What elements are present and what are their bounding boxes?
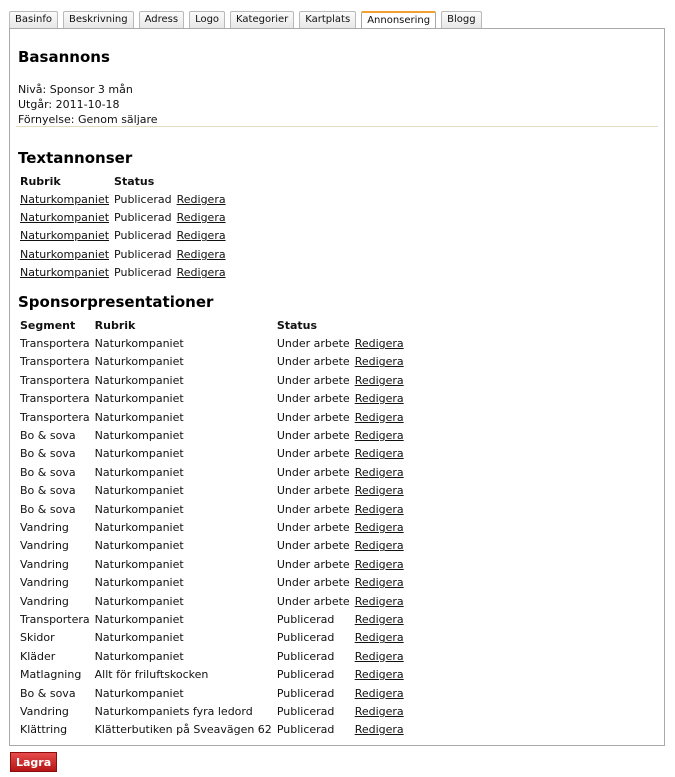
sponsor-status: Under arbete — [276, 337, 350, 351]
content-panel — [9, 28, 665, 746]
sponsor-row — [18, 426, 407, 444]
text-ad-row — [18, 190, 229, 208]
edit-link[interactable]: Redigera — [354, 355, 404, 369]
text-ad-rubrik-link[interactable]: Naturkompaniet — [20, 229, 110, 243]
text-ad-status: Publicerad — [114, 266, 172, 280]
sponsor-row — [18, 702, 407, 720]
sponsor-rubrik: Allt för friluftskocken — [94, 668, 209, 682]
sponsor-status: Under arbete — [276, 557, 350, 571]
text-ad-rubrik-link[interactable]: Naturkompaniet — [20, 192, 110, 206]
renewal-text: Förnyelse: Genom säljare — [18, 113, 158, 126]
sponsor-status: Under arbete — [276, 520, 350, 534]
tab-logo[interactable]: Logo — [189, 11, 225, 28]
sponsor-table — [18, 316, 407, 739]
sponsor-status: Under arbete — [276, 392, 350, 406]
text-ad-row — [18, 245, 229, 263]
edit-link[interactable]: Redigera — [354, 502, 404, 516]
sponsor-rubrik: Naturkompaniet — [94, 539, 184, 553]
save-button[interactable]: Lagra — [10, 752, 57, 772]
base-ad-title: Basannons — [18, 48, 110, 66]
sponsor-row — [18, 371, 407, 389]
sponsor-rubrik: Naturkompaniet — [94, 355, 184, 369]
edit-link[interactable]: Redigera — [354, 337, 404, 351]
text-ads-title: Textannonser — [18, 149, 133, 167]
sponsor-status: Under arbete — [276, 502, 350, 516]
column-header-rubrik: Rubrik — [94, 318, 136, 332]
sponsor-row — [18, 408, 407, 426]
sponsor-status: Publicerad — [276, 631, 335, 645]
edit-link[interactable]: Redigera — [176, 192, 226, 206]
sponsor-status: Under arbete — [276, 484, 350, 498]
sponsor-rubrik: Naturkompaniet — [94, 447, 184, 461]
tab-basinfo[interactable]: Basinfo — [9, 11, 58, 28]
edit-link[interactable]: Redigera — [176, 211, 226, 225]
sponsor-status: Under arbete — [276, 576, 350, 590]
text-ad-rubrik-link[interactable]: Naturkompaniet — [20, 247, 110, 261]
edit-link[interactable]: Redigera — [176, 266, 226, 280]
edit-link[interactable]: Redigera — [176, 247, 226, 261]
sponsor-status: Publicerad — [276, 649, 335, 663]
edit-link[interactable]: Redigera — [354, 649, 404, 663]
edit-link[interactable]: Redigera — [176, 229, 226, 243]
sponsor-rubrik: Naturkompaniet — [94, 520, 184, 534]
sponsor-status: Under arbete — [276, 429, 350, 443]
edit-link[interactable]: Redigera — [354, 576, 404, 590]
tab-beskrivning[interactable]: Beskrivning — [63, 11, 134, 28]
sponsor-rubrik: Klätterbutiken på Sveavägen 62 — [94, 723, 272, 737]
edit-link[interactable]: Redigera — [354, 686, 404, 700]
sponsor-segment: Bo & sova — [20, 465, 76, 479]
sponsor-status: Publicerad — [276, 686, 335, 700]
sponsor-status: Under arbete — [276, 465, 350, 479]
sponsor-title: Sponsorpresentationer — [18, 293, 214, 311]
edit-link[interactable]: Redigera — [354, 539, 404, 553]
sponsor-status: Under arbete — [276, 373, 350, 387]
sponsor-segment: Vandring — [20, 576, 69, 590]
sponsor-segment: Transportera — [20, 373, 90, 387]
sponsor-status: Under arbete — [276, 539, 350, 553]
sponsor-row — [18, 353, 407, 371]
edit-link[interactable]: Redigera — [354, 447, 404, 461]
edit-link[interactable]: Redigera — [354, 612, 404, 626]
sponsor-rubrik: Naturkompaniet — [94, 649, 184, 663]
sponsor-row — [18, 665, 407, 683]
sponsor-segment: Transportera — [20, 337, 90, 351]
edit-link[interactable]: Redigera — [354, 520, 404, 534]
sponsor-rubrik: Naturkompaniet — [94, 484, 184, 498]
sponsor-rubrik: Naturkompaniet — [94, 612, 184, 626]
sponsor-rubrik: Naturkompaniet — [94, 429, 184, 443]
sponsor-segment: Bo & sova — [20, 686, 76, 700]
sponsor-status: Publicerad — [276, 704, 335, 718]
text-ad-row — [18, 227, 229, 245]
column-header-segment: Segment — [20, 318, 76, 332]
text-ads-table — [18, 172, 229, 282]
edit-link[interactable]: Redigera — [354, 429, 404, 443]
sponsor-segment: Transportera — [20, 392, 90, 406]
sponsor-rubrik: Naturkompaniet — [94, 465, 184, 479]
edit-link[interactable]: Redigera — [354, 723, 404, 737]
sponsor-status: Under arbete — [276, 355, 350, 369]
edit-link[interactable]: Redigera — [354, 594, 404, 608]
sponsor-segment: Skidor — [20, 631, 55, 645]
expires-text: Utgår: 2011-10-18 — [18, 98, 120, 111]
column-header-status: Status — [114, 174, 155, 188]
sponsor-row — [18, 390, 407, 408]
sponsor-rubrik: Naturkompaniet — [94, 557, 184, 571]
sponsor-segment: Vandring — [20, 594, 69, 608]
edit-link[interactable]: Redigera — [354, 465, 404, 479]
sponsor-segment: Bo & sova — [20, 447, 76, 461]
sponsor-rubrik: Naturkompaniet — [94, 502, 184, 516]
sponsor-rubrik: Naturkompaniet — [94, 686, 184, 700]
column-header-action — [175, 172, 229, 190]
text-ad-rubrik-link[interactable]: Naturkompaniet — [20, 266, 110, 280]
tab-adress[interactable]: Adress — [139, 11, 184, 28]
sponsor-segment: Vandring — [20, 520, 69, 534]
tab-bar — [9, 11, 487, 29]
sponsor-rubrik: Naturkompaniet — [94, 410, 184, 424]
sponsor-segment: Vandring — [20, 704, 69, 718]
sponsor-rubrik: Naturkompaniet — [94, 594, 184, 608]
sponsor-row — [18, 537, 407, 555]
sponsor-segment: Bo & sova — [20, 502, 76, 516]
sponsor-row — [18, 445, 407, 463]
level-text: Nivå: Sponsor 3 mån — [18, 83, 133, 96]
edit-link[interactable]: Redigera — [354, 484, 404, 498]
text-ad-status: Publicerad — [114, 229, 172, 243]
text-ad-rubrik-link[interactable]: Naturkompaniet — [20, 211, 110, 225]
sponsor-row — [18, 482, 407, 500]
tab-annonsering[interactable]: Annonsering — [361, 11, 436, 30]
text-ad-status: Publicerad — [114, 211, 172, 225]
base-ad-info — [18, 82, 158, 127]
sponsor-status: Under arbete — [276, 594, 350, 608]
sponsor-segment: Transportera — [20, 410, 90, 424]
tab-kartplats[interactable]: Kartplats — [299, 11, 356, 28]
sponsor-rubrik: Naturkompaniet — [94, 631, 184, 645]
edit-link[interactable]: Redigera — [354, 410, 404, 424]
sponsor-segment: Transportera — [20, 612, 90, 626]
sponsor-segment: Bo & sova — [20, 484, 76, 498]
sponsor-status: Publicerad — [276, 612, 335, 626]
column-header-rubrik: Rubrik — [20, 174, 61, 188]
text-ad-status: Publicerad — [114, 192, 172, 206]
sponsor-segment: Klättring — [20, 723, 68, 737]
sponsor-row — [18, 334, 407, 352]
sponsor-segment: Bo & sova — [20, 429, 76, 443]
divider — [16, 126, 658, 127]
sponsor-status: Under arbete — [276, 447, 350, 461]
sponsor-rubrik: Naturkompaniet — [94, 337, 184, 351]
sponsor-status: Publicerad — [276, 723, 335, 737]
sponsor-segment: Matlagning — [20, 668, 82, 682]
text-ad-row — [18, 264, 229, 282]
sponsor-segment: Vandring — [20, 539, 69, 553]
sponsor-row — [18, 592, 407, 610]
sponsor-row — [18, 629, 407, 647]
edit-link[interactable]: Redigera — [354, 557, 404, 571]
column-header-status: Status — [276, 318, 318, 332]
edit-link[interactable]: Redigera — [354, 392, 404, 406]
sponsor-row — [18, 518, 407, 536]
sponsor-status: Under arbete — [276, 410, 350, 424]
sponsor-row — [18, 555, 407, 573]
sponsor-segment: Transportera — [20, 355, 90, 369]
sponsor-rubrik: Naturkompaniet — [94, 576, 184, 590]
sponsor-row — [18, 573, 407, 591]
edit-link[interactable]: Redigera — [354, 373, 404, 387]
sponsor-segment: Vandring — [20, 557, 69, 571]
sponsor-row — [18, 721, 407, 739]
sponsor-row — [18, 610, 407, 628]
text-ad-status: Publicerad — [114, 247, 172, 261]
edit-link[interactable]: Redigera — [354, 631, 404, 645]
text-ad-row — [18, 208, 229, 226]
sponsor-row — [18, 684, 407, 702]
sponsor-row — [18, 463, 407, 481]
edit-link[interactable]: Redigera — [354, 704, 404, 718]
edit-link[interactable]: Redigera — [354, 668, 404, 682]
sponsor-row — [18, 500, 407, 518]
sponsor-row — [18, 647, 407, 665]
sponsor-status: Publicerad — [276, 668, 335, 682]
tab-kategorier[interactable]: Kategorier — [230, 11, 294, 28]
sponsor-rubrik: Naturkompaniet — [94, 373, 184, 387]
column-header-action — [353, 316, 407, 334]
tab-blogg[interactable]: Blogg — [441, 11, 481, 28]
sponsor-segment: Kläder — [20, 649, 56, 663]
sponsor-rubrik: Naturkompaniets fyra ledord — [94, 704, 253, 718]
sponsor-rubrik: Naturkompaniet — [94, 392, 184, 406]
